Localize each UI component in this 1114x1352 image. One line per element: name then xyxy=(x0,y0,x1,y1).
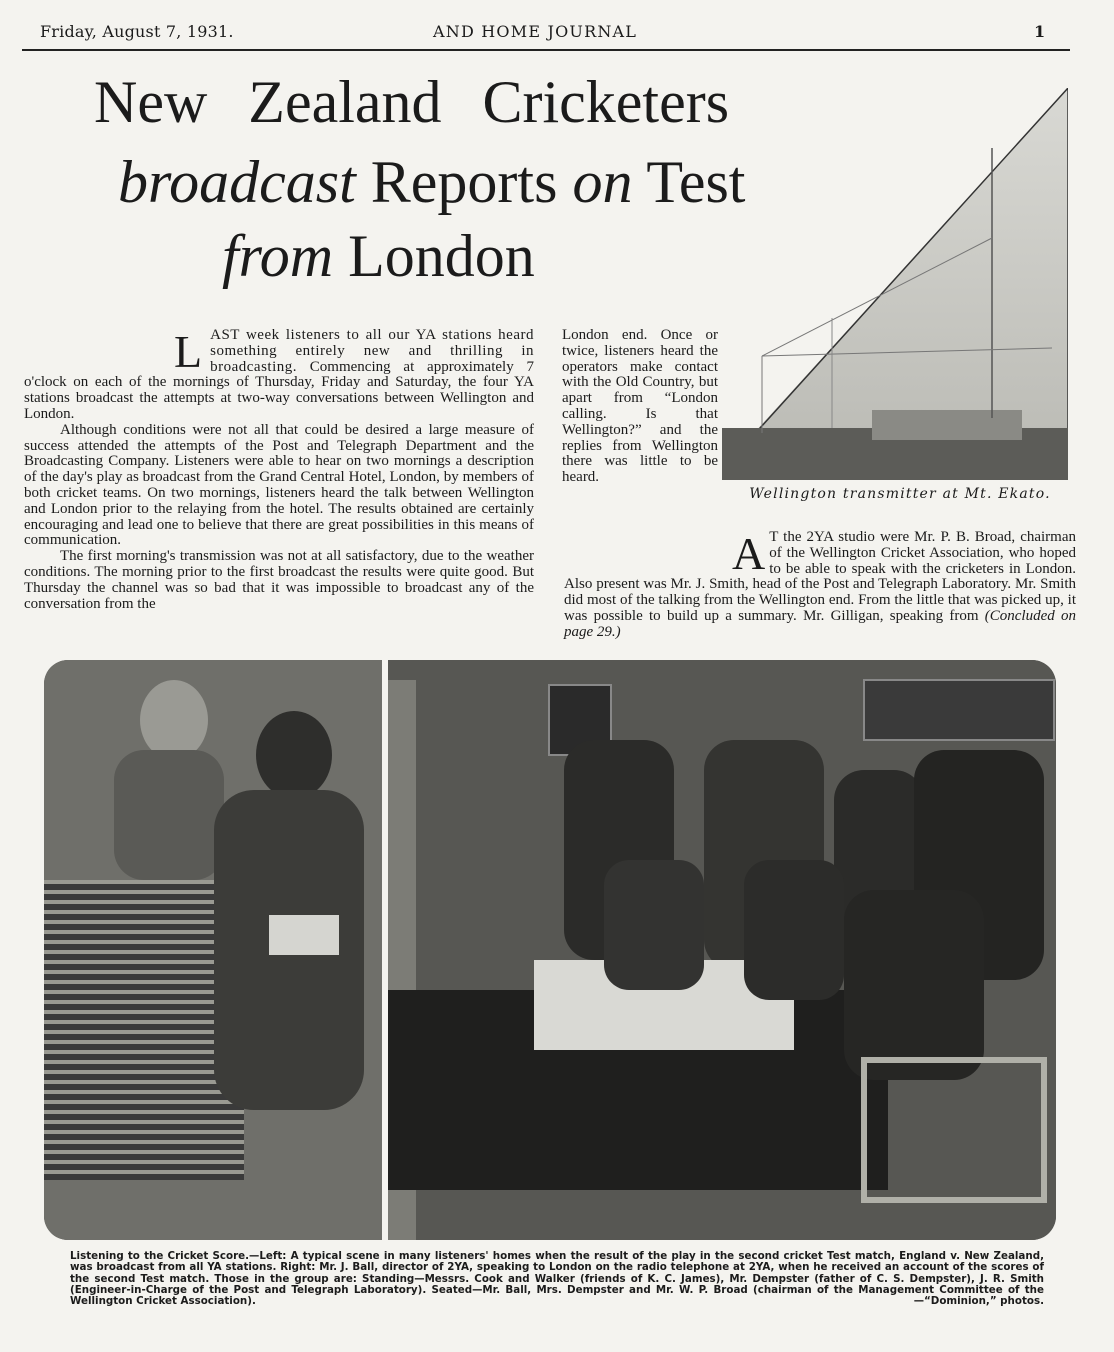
photo-credit: —“Dominion,” photos. xyxy=(913,1295,1044,1308)
article-column-left xyxy=(24,328,534,612)
article-paragraph-3: The first morning's transmission was not at all satisfactory, due to the weather conditions. The morning prior to the first broadcast the results were quite good. But Thursday the channel was so bad that it was impossible to broadcast any of the conversation from the xyxy=(24,548,534,612)
transmitter-building xyxy=(872,410,1022,440)
headline-word-london: London xyxy=(348,223,535,289)
article-column-right xyxy=(564,530,1076,641)
header-rule xyxy=(22,49,1070,51)
headline-line-1: New Zealand Cricketers xyxy=(94,69,730,135)
photo-divider xyxy=(382,660,388,1240)
issue-date: Friday, August 7, 1931. xyxy=(40,22,234,41)
woman-hat xyxy=(256,711,332,799)
seated-man-right xyxy=(844,890,984,1080)
article-paragraph-2: Although conditions were not all that could be desired a large measure of success attended the attempts of the Post and Telegraph Department and the Broadcasting Company. Listeners were able to hear on two mornings a description of the day's play as broadcast from the Grand Central Hotel, London, by members of both cricket teams. On two mornings, listeners heard the talk between Wellington and London prior to the relaying from the hotel. The results obtained are certainly encouraging and lead one to believe that there are great possibilities in this means of communication. xyxy=(24,421,534,549)
transmitter-photo xyxy=(722,88,1068,480)
photo-caption-text: Listening to the Cricket Score.—Left: A typical scene in many listeners' homes when the result of the play in the second cricket Test match, England v. New Zealand, was broadcast from all YA stations. Right: Mr. J. Ball, director of 2YA, speaking to London on the radio telephone at 2YA, when he received an account of the scores of the second Test match. Those in the group are: Standing—Messrs. Cook and Walker (friends of K. C. James), Mr. Dempster (father of C. S. Dempster), J. R. Smith (Engineer-in-Charge of the Post and Telegraph Laboratory). Seated—Mr. Ball, Mrs. Dempster and Mr. W. P. Broad (chairman of the Management Committee of the Wellington Cricket Association). xyxy=(70,1250,1044,1308)
drop-cap-l: L xyxy=(174,326,203,377)
headline-line-3 xyxy=(222,222,535,291)
headline-word-on: on xyxy=(572,149,633,215)
headline-word-broadcast: broadcast xyxy=(118,149,356,215)
seated-man xyxy=(604,860,704,990)
seated-woman xyxy=(744,860,844,1000)
wall-frame xyxy=(864,680,1054,740)
book xyxy=(269,915,339,955)
page-number: 1 xyxy=(1034,22,1046,41)
child-figure xyxy=(114,750,224,880)
headline-word-reports: Reports xyxy=(370,149,558,215)
headline-word-test: Test xyxy=(646,149,746,215)
article-paragraph-1 xyxy=(24,328,534,423)
article-column-middle: London end. Once or twice, listeners heard the operators make contact with the Old Country, but apart from “London calling. Is that Wellington?” and the replies from Wellington there was little to be heard. xyxy=(562,327,718,486)
headline-line-2 xyxy=(118,148,745,217)
drop-cap-a: A xyxy=(732,528,766,579)
article-paragraph-4: T the 2YA studio were Mr. P. B. Broad, chairman of the Wellington Cricket Association, who hoped to be able to speak with the cricketers in London. Also present was Mr. J. Smith, head of the Post and Telegraph Laboratory. Mr. Smith did most of the talking from the Wellington end. From the little that was picked up, it was possible to build up a summary. Mr. Gilligan, speaking from xyxy=(564,529,1076,624)
child-head xyxy=(140,680,208,760)
article-paragraph-1-rest: Commencing at approximately 7 o'clock on each of the mornings of Thursday, Friday and Saturday, the four YA stations broadcast the attempts at two-way conversations between Wellington and London. xyxy=(24,358,534,422)
article-lead: AST week listeners to all our YA stations heard something entirely new and thrilling in broadcasting. xyxy=(210,327,534,375)
transmitter-caption: Wellington transmitter at Mt. Ekato. xyxy=(749,486,1051,502)
listening-photo xyxy=(44,660,1056,1240)
journal-name: AND HOME JOURNAL xyxy=(433,22,638,41)
headline-word-from: from xyxy=(222,223,334,289)
photo-caption xyxy=(70,1251,1044,1307)
continued-note: (Concluded on page 29.) xyxy=(564,607,1077,640)
